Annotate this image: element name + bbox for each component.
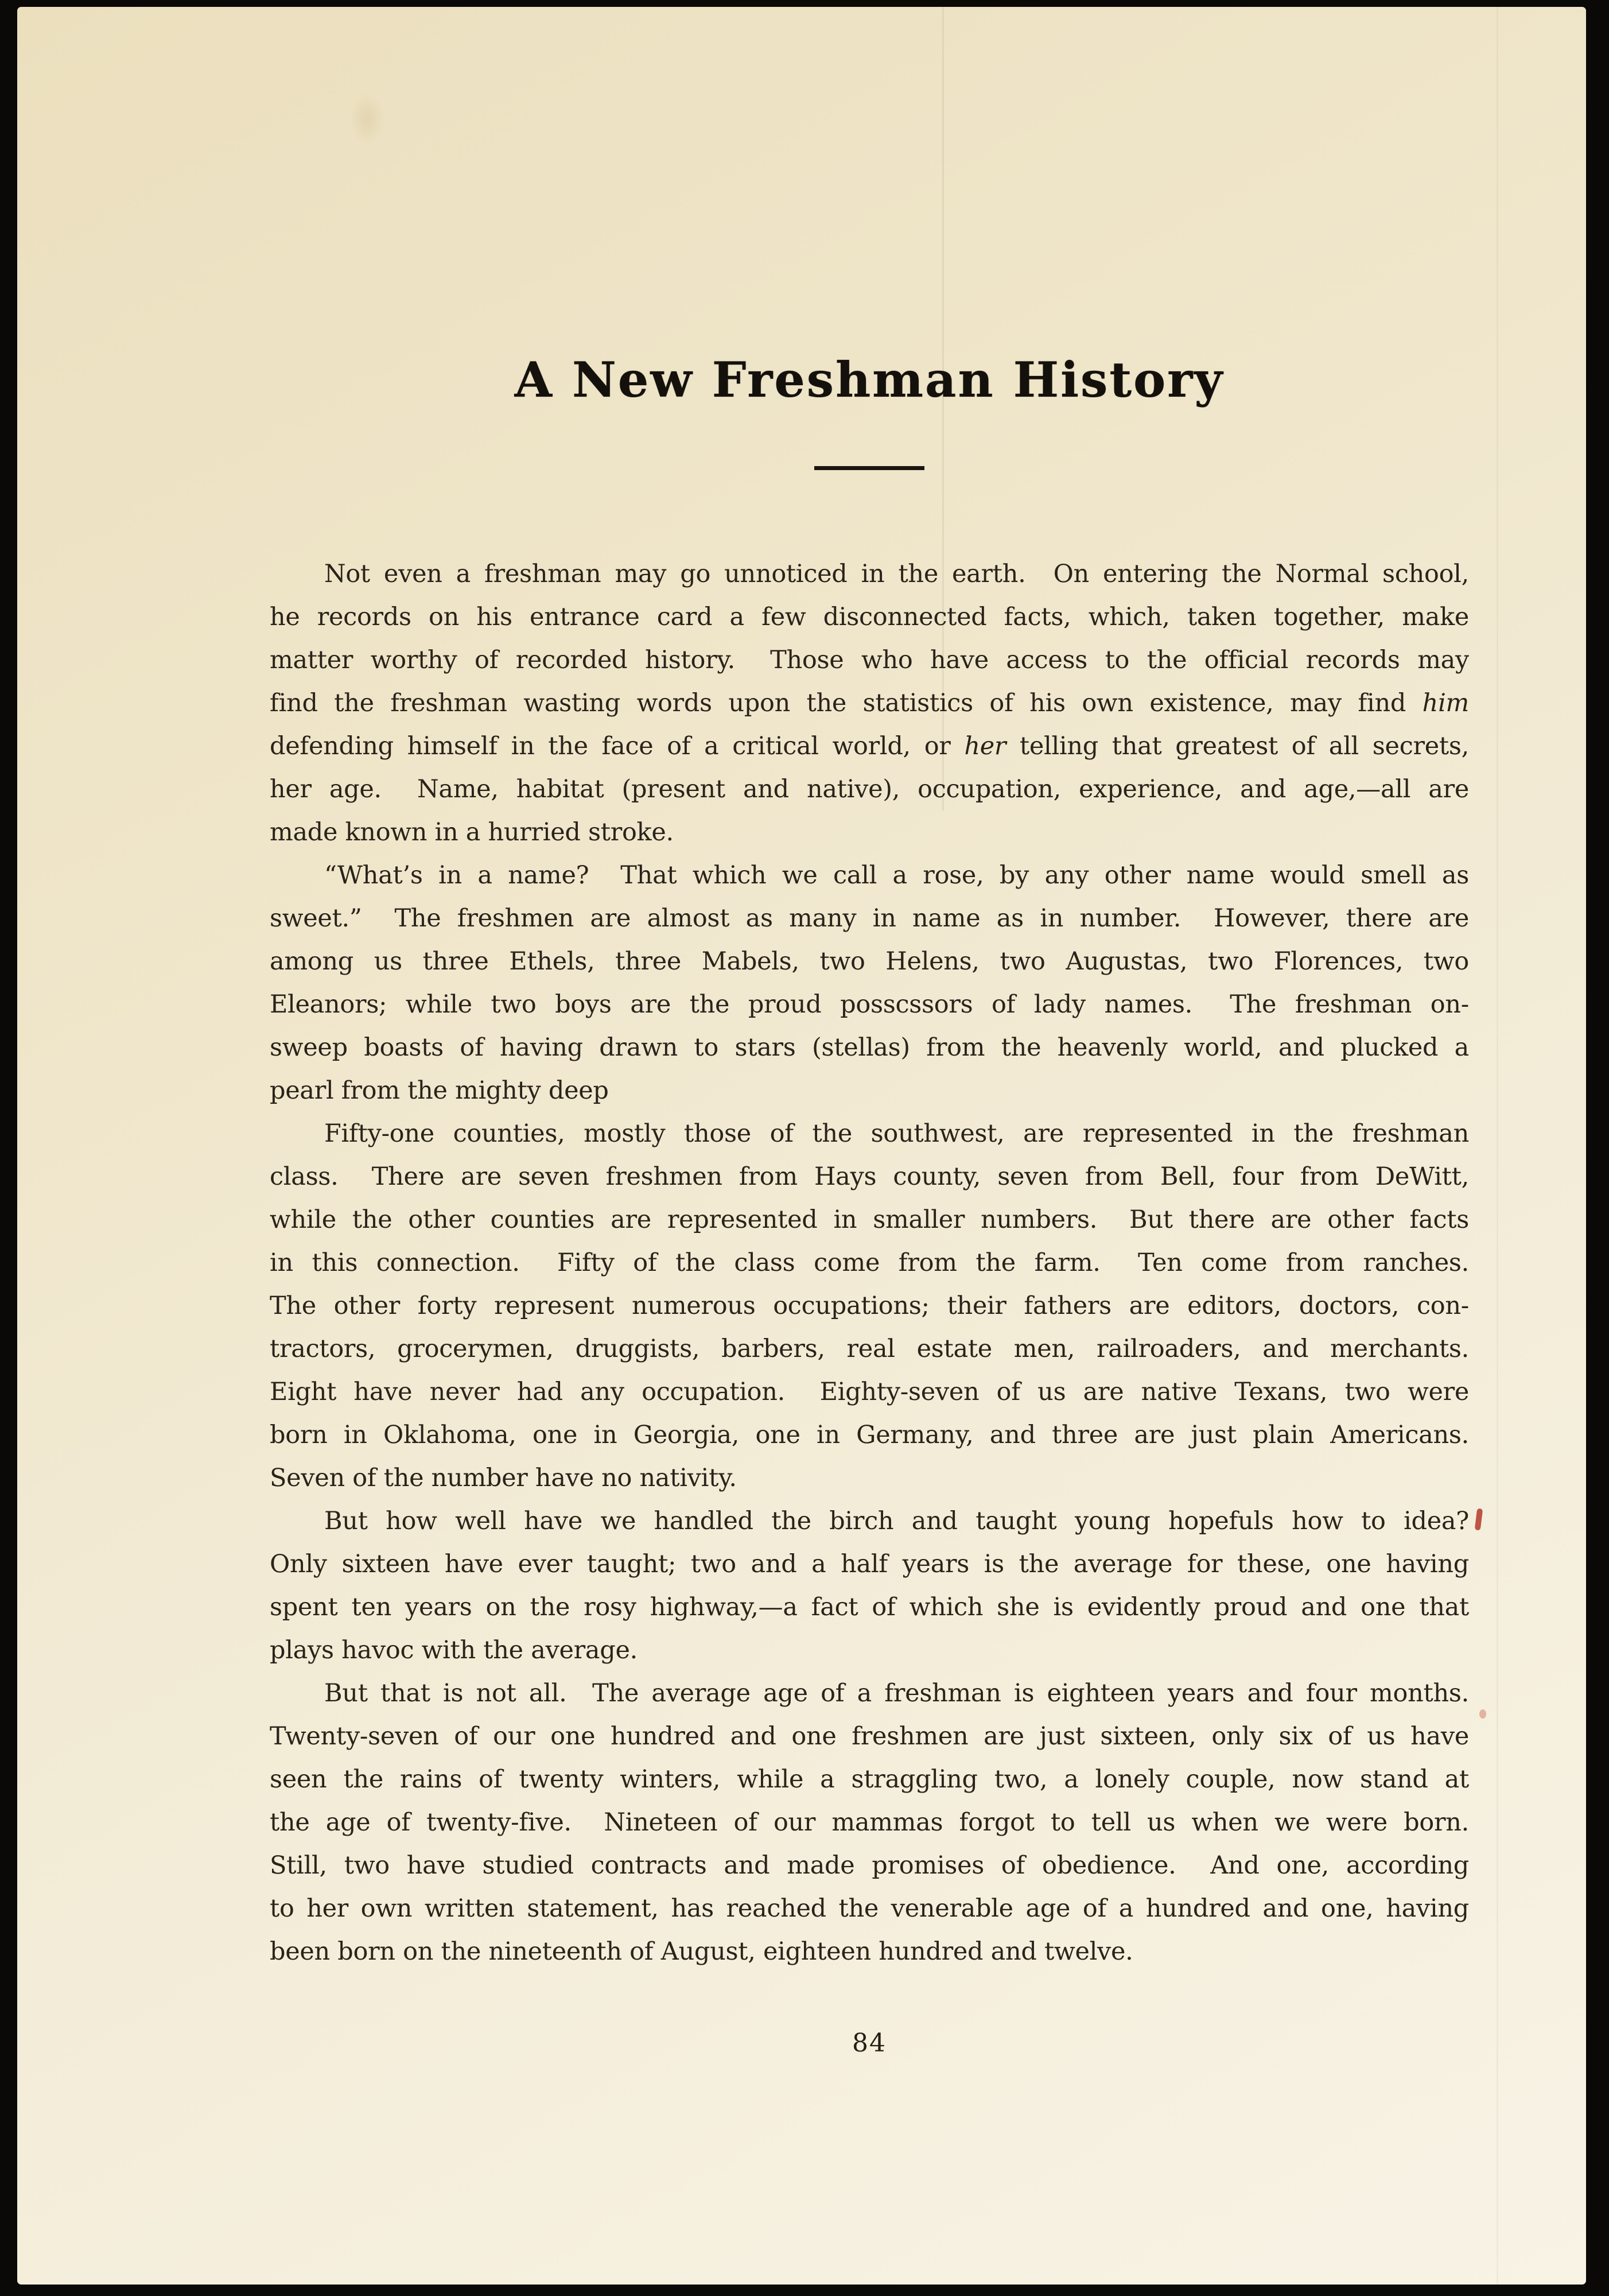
text-line: seen the rains of twenty winters, while a straggling two, a lonely couple, now stand at	[270, 1765, 1469, 1794]
text-line: Eight have never had any occupation. Eighty-seven of us are native Texans, two were	[270, 1378, 1469, 1406]
text-line: plays havoc with the average.	[270, 1636, 638, 1665]
text-line: in this connection. Fifty of the class come from the farm. Ten come from ranches.	[270, 1248, 1469, 1277]
text-line: sweet.” The freshmen are almost as many in name as in number. However, there are	[270, 904, 1469, 933]
title-divider-rule	[814, 466, 924, 470]
paragraph	[270, 854, 1469, 1112]
paragraph	[270, 1112, 1469, 1500]
text-line: matter worthy of recorded history. Those who have access to the official records may	[270, 646, 1469, 674]
text-line: Fifty-one counties, mostly those of the southwest, are represented in the freshman	[324, 1119, 1469, 1148]
page-number: 84	[852, 2029, 887, 2058]
text-line: spent ten years on the rosy highway,—a fact of which she is evidently proud and one that	[270, 1593, 1469, 1622]
paper-stain	[350, 93, 384, 145]
text-block	[270, 553, 1469, 1973]
text-line: the age of twenty-five. Nineteen of our mammas forgot to tell us when we were born.	[270, 1808, 1469, 1837]
text-line: sweep boasts of having drawn to stars (stellas) from the heavenly world, and plucked a	[270, 1033, 1469, 1062]
text-line: he records on his entrance card a few disconnected facts, which, taken together, make	[270, 603, 1469, 631]
paragraph	[270, 1500, 1469, 1672]
text-line: among us three Ethels, three Mabels, two Helens, two Augustas, two Florences, two	[270, 947, 1469, 976]
text-line: “What’s in a name? That which we call a rose, by any other name would smell as	[324, 861, 1469, 890]
scanned-page	[17, 7, 1586, 2285]
text-line: Only sixteen have ever taught; two and a half years is the average for these, one having	[270, 1550, 1469, 1578]
paragraph	[270, 553, 1469, 854]
text-line: to her own written statement, has reached the venerable age of a hundred and one, having	[270, 1894, 1469, 1923]
text-line: tractors, grocerymen, druggists, barbers, real estate men, railroaders, and merchants.	[270, 1335, 1469, 1363]
text-line: while the other counties are represented in smaller numbers. But there are other facts	[270, 1205, 1469, 1234]
text-line: born in Oklahoma, one in Georgia, one in Germany, and three are just plain Americans.	[270, 1421, 1469, 1449]
scan-artifact-line	[1497, 7, 1498, 2285]
text-line: her age. Name, habitat (present and native), occupation, experience, and age,—all are	[270, 775, 1469, 804]
text-line: made known in a hurried stroke.	[270, 818, 674, 847]
text-line: The other forty represent numerous occupations; their fathers are editors, doctors, con-	[270, 1292, 1469, 1320]
text-line: Still, two have studied contracts and made promises of obedience. And one, according	[270, 1851, 1469, 1880]
text-line: Twenty-seven of our one hundred and one freshmen are just sixteen, only six of us have	[270, 1722, 1469, 1751]
page-title: A New Freshman History	[514, 351, 1225, 408]
text-line: Eleanors; while two boys are the proud posscssors of lady names. The freshman on-	[270, 990, 1469, 1019]
red-ink-smudge	[1479, 1709, 1486, 1719]
paragraph	[270, 1672, 1469, 1973]
text-line: Seven of the number have no nativity.	[270, 1464, 737, 1492]
red-ink-mark	[1475, 1508, 1483, 1531]
text-line: find the freshman wasting words upon the statistics of his own existence, may find him	[270, 689, 1469, 718]
text-line: But that is not all. The average age of a freshman is eighteen years and four months.	[324, 1679, 1469, 1708]
text-line: pearl from the mighty deep	[270, 1076, 609, 1105]
text-line: But how well have we handled the birch and taught young hopefuls how to idea?	[324, 1507, 1469, 1535]
text-line: Not even a freshman may go unnoticed in the earth. On entering the Normal school,	[324, 560, 1469, 588]
text-line: been born on the nineteenth of August, eighteen hundred and twelve.	[270, 1937, 1133, 1966]
text-line: class. There are seven freshmen from Hays county, seven from Bell, four from DeWitt,	[270, 1162, 1469, 1191]
text-line: defending himself in the face of a critical world, or her telling that greatest of all secrets,	[270, 732, 1469, 761]
